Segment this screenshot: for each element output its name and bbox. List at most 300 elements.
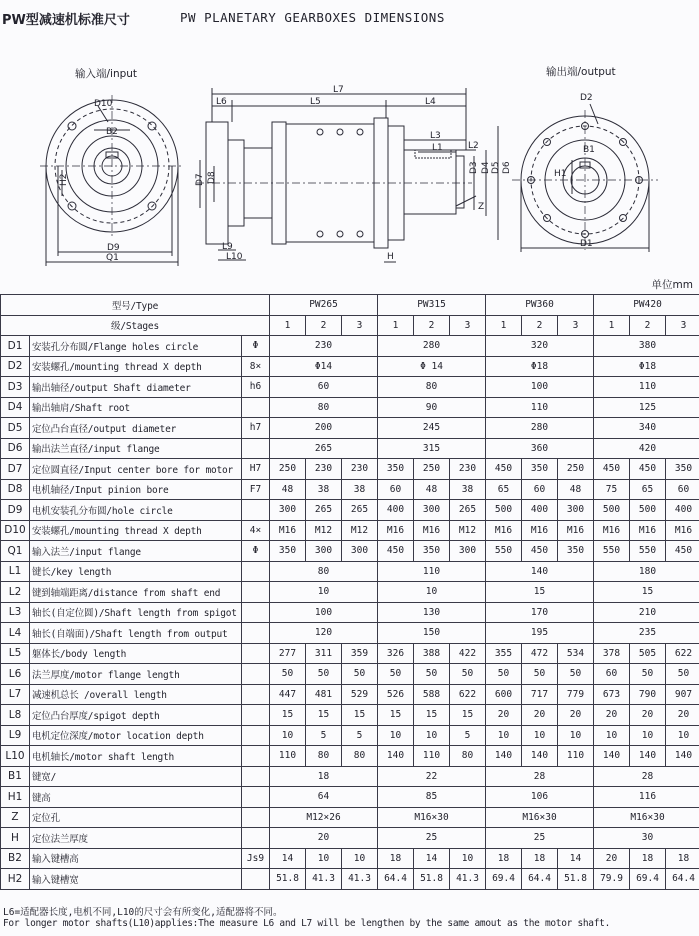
row-tolerance: Φ <box>242 541 270 562</box>
value-cell: 50 <box>666 664 699 685</box>
value-cell: 5 <box>450 725 486 746</box>
value-cell: 64 <box>270 787 378 808</box>
value-cell: 25 <box>486 828 594 849</box>
value-cell: 15 <box>594 582 699 603</box>
value-cell: 20 <box>594 705 630 726</box>
value-cell: 280 <box>486 418 594 439</box>
table-row <box>1 725 699 746</box>
value-cell: 60 <box>666 479 699 500</box>
value-cell: 326 <box>378 643 414 664</box>
value-cell: 15 <box>306 705 342 726</box>
value-cell: 355 <box>486 643 522 664</box>
row-name: 轴长(自定位圆)/Shaft length from spigot <box>30 602 242 623</box>
value-cell: 80 <box>450 746 486 767</box>
value-cell: 300 <box>306 541 342 562</box>
value-cell: 311 <box>306 643 342 664</box>
stage-header: 1 <box>486 315 522 336</box>
dim-d9: D9 <box>107 243 120 253</box>
value-cell: 75 <box>594 479 630 500</box>
value-cell: 380 <box>594 336 699 357</box>
stage-header: 1 <box>594 315 630 336</box>
stage-header: 3 <box>666 315 699 336</box>
row-code: D4 <box>1 397 30 418</box>
table-header-models <box>1 295 699 316</box>
row-tolerance <box>242 705 270 726</box>
dim-z: Z <box>478 202 485 212</box>
value-cell: 80 <box>378 377 486 398</box>
value-cell: 18 <box>522 848 558 869</box>
value-cell: 140 <box>486 561 594 582</box>
value-cell: M16 <box>270 520 306 541</box>
dim-l5: L5 <box>310 97 321 107</box>
value-cell: 529 <box>342 684 378 705</box>
value-cell: M16 <box>666 520 699 541</box>
value-cell: 450 <box>594 459 630 480</box>
row-name: 键高 <box>30 787 242 808</box>
row-tolerance <box>242 725 270 746</box>
page-title-en: PW PLANETARY GEARBOXES DIMENSIONS <box>180 10 445 25</box>
value-cell: M16 <box>486 520 522 541</box>
value-cell: 300 <box>450 541 486 562</box>
row-code: B2 <box>1 848 30 869</box>
row-tolerance <box>242 500 270 521</box>
value-cell: 79.9 <box>594 869 630 890</box>
value-cell: M16×30 <box>594 807 699 828</box>
model-header: PW420 <box>594 295 699 316</box>
table-row <box>1 500 699 521</box>
table-row <box>1 746 699 767</box>
value-cell: 90 <box>378 397 486 418</box>
row-name: 定位孔 <box>30 807 242 828</box>
stage-header: 1 <box>378 315 414 336</box>
output-end-label: 输出端/output <box>546 66 616 78</box>
value-cell: M16 <box>594 520 630 541</box>
value-cell: 10 <box>486 725 522 746</box>
value-cell: 60 <box>594 664 630 685</box>
stage-header: 2 <box>630 315 666 336</box>
value-cell: 28 <box>594 766 699 787</box>
value-cell: 15 <box>450 705 486 726</box>
dim-d1: D1 <box>580 239 593 249</box>
value-cell: 360 <box>486 438 594 459</box>
value-cell: 60 <box>270 377 378 398</box>
value-cell: 195 <box>486 623 594 644</box>
row-code: L5 <box>1 643 30 664</box>
value-cell: 300 <box>342 541 378 562</box>
row-code: D8 <box>1 479 30 500</box>
value-cell: 505 <box>630 643 666 664</box>
value-cell: Φ14 <box>270 356 378 377</box>
value-cell: 10 <box>522 725 558 746</box>
row-tolerance: h6 <box>242 377 270 398</box>
value-cell: 447 <box>270 684 306 705</box>
row-tolerance: Φ <box>242 336 270 357</box>
table-row <box>1 336 699 357</box>
footnote-cn: L6=适配器长度,电机不同,L10的尺寸会有所变化,适配器将不同。 <box>3 907 283 918</box>
value-cell: 315 <box>378 438 486 459</box>
value-cell: 10 <box>270 582 378 603</box>
row-name: 减速机总长 /overall length <box>30 684 242 705</box>
row-tolerance <box>242 684 270 705</box>
value-cell: 5 <box>306 725 342 746</box>
row-code: L1 <box>1 561 30 582</box>
row-code: B1 <box>1 766 30 787</box>
value-cell: 450 <box>378 541 414 562</box>
row-tolerance <box>242 746 270 767</box>
value-cell: 235 <box>594 623 699 644</box>
row-code: L6 <box>1 664 30 685</box>
row-tolerance <box>242 869 270 890</box>
value-cell: M12 <box>342 520 378 541</box>
dim-d10: D10 <box>94 99 113 109</box>
value-cell: 400 <box>666 500 699 521</box>
row-name: 电机定位深度/motor location depth <box>30 725 242 746</box>
table-row <box>1 438 699 459</box>
value-cell: 28 <box>486 766 594 787</box>
value-cell: 250 <box>558 459 594 480</box>
dim-d8: D8 <box>207 171 217 184</box>
table-row <box>1 520 699 541</box>
model-header: PW265 <box>270 295 378 316</box>
dim-d2: D2 <box>580 93 593 103</box>
dim-q1: Q1 <box>106 253 119 263</box>
row-code: H2 <box>1 869 30 890</box>
dim-l3: L3 <box>430 131 441 141</box>
value-cell: 15 <box>270 705 306 726</box>
table-row <box>1 848 699 869</box>
dim-d4: D4 <box>481 161 491 174</box>
value-cell: 64.4 <box>522 869 558 890</box>
row-name: 键到轴端距离/distance from shaft end <box>30 582 242 603</box>
value-cell: 550 <box>486 541 522 562</box>
dim-b2: B2 <box>106 127 118 137</box>
row-tolerance: h7 <box>242 418 270 439</box>
dim-d5: D5 <box>491 161 501 174</box>
table-row <box>1 602 699 623</box>
value-cell: 120 <box>270 623 378 644</box>
value-cell: 200 <box>270 418 378 439</box>
value-cell: 350 <box>522 459 558 480</box>
value-cell: 230 <box>450 459 486 480</box>
table-row <box>1 766 699 787</box>
value-cell: 10 <box>666 725 699 746</box>
value-cell: 41.3 <box>342 869 378 890</box>
value-cell: 65 <box>486 479 522 500</box>
table-row <box>1 356 699 377</box>
row-name: 电机轴径/Input pinion bore <box>30 479 242 500</box>
value-cell: 50 <box>486 664 522 685</box>
value-cell: 116 <box>594 787 699 808</box>
row-code: H1 <box>1 787 30 808</box>
value-cell: 472 <box>522 643 558 664</box>
row-tolerance <box>242 828 270 849</box>
dimensions-table-body <box>1 336 699 890</box>
row-tolerance: H7 <box>242 459 270 480</box>
value-cell: 38 <box>450 479 486 500</box>
value-cell: 20 <box>522 705 558 726</box>
row-tolerance <box>242 602 270 623</box>
value-cell: M16×30 <box>378 807 486 828</box>
value-cell: 38 <box>306 479 342 500</box>
stage-header: 3 <box>342 315 378 336</box>
row-tolerance: F7 <box>242 479 270 500</box>
value-cell: 14 <box>414 848 450 869</box>
value-cell: 300 <box>558 500 594 521</box>
value-cell: 245 <box>378 418 486 439</box>
value-cell: 450 <box>486 459 522 480</box>
value-cell: 378 <box>594 643 630 664</box>
value-cell: 230 <box>342 459 378 480</box>
gearbox-side-view <box>196 88 498 262</box>
value-cell: 350 <box>270 541 306 562</box>
value-cell: 320 <box>486 336 594 357</box>
value-cell: 50 <box>306 664 342 685</box>
value-cell: 80 <box>270 397 378 418</box>
row-name: 键长/key length <box>30 561 242 582</box>
value-cell: 20 <box>630 705 666 726</box>
row-tolerance <box>242 807 270 828</box>
table-row <box>1 684 699 705</box>
row-name: 安装孔分布圆/Flange holes circle <box>30 336 242 357</box>
value-cell: 80 <box>306 746 342 767</box>
dim-d3: D3 <box>469 161 479 174</box>
row-code: D7 <box>1 459 30 480</box>
dim-b1: B1 <box>583 145 595 155</box>
gearbox-technical-drawing <box>0 55 699 270</box>
value-cell: 50 <box>630 664 666 685</box>
value-cell: 534 <box>558 643 594 664</box>
dim-h: H <box>387 252 394 262</box>
value-cell: M16 <box>522 520 558 541</box>
value-cell: 790 <box>630 684 666 705</box>
value-cell: 230 <box>306 459 342 480</box>
value-cell: 280 <box>378 336 486 357</box>
table-row <box>1 561 699 582</box>
value-cell: 51.8 <box>558 869 594 890</box>
value-cell: 481 <box>306 684 342 705</box>
row-name: 输入法兰/input flange <box>30 541 242 562</box>
dim-d7: D7 <box>195 173 205 186</box>
value-cell: 110 <box>558 746 594 767</box>
value-cell: M16 <box>414 520 450 541</box>
row-code: D6 <box>1 438 30 459</box>
stage-header: 1 <box>270 315 306 336</box>
dim-l6: L6 <box>216 97 227 107</box>
value-cell: 300 <box>414 500 450 521</box>
dim-l7: L7 <box>333 85 344 95</box>
value-cell: M16 <box>630 520 666 541</box>
stage-header: 2 <box>306 315 342 336</box>
value-cell: 10 <box>414 725 450 746</box>
value-cell: 51.8 <box>270 869 306 890</box>
value-cell: 600 <box>486 684 522 705</box>
value-cell: 64.4 <box>666 869 699 890</box>
table-row <box>1 418 699 439</box>
value-cell: 50 <box>522 664 558 685</box>
dim-h2: H2 <box>59 173 69 186</box>
row-name: 定位凸台直径/output diameter <box>30 418 242 439</box>
row-tolerance: 8× <box>242 356 270 377</box>
row-code: D2 <box>1 356 30 377</box>
row-tolerance <box>242 766 270 787</box>
value-cell: 22 <box>378 766 486 787</box>
value-cell: 588 <box>414 684 450 705</box>
value-cell: 250 <box>414 459 450 480</box>
value-cell: 400 <box>378 500 414 521</box>
value-cell: 20 <box>666 705 699 726</box>
value-cell: 110 <box>594 377 699 398</box>
stages-header: 级/Stages <box>1 315 270 336</box>
row-code: Q1 <box>1 541 30 562</box>
value-cell: 41.3 <box>306 869 342 890</box>
row-code: L10 <box>1 746 30 767</box>
value-cell: 500 <box>630 500 666 521</box>
value-cell: 450 <box>666 541 699 562</box>
value-cell: 170 <box>486 602 594 623</box>
row-tolerance: Js9 <box>242 848 270 869</box>
table-row <box>1 705 699 726</box>
value-cell: 10 <box>378 725 414 746</box>
value-cell: 20 <box>594 848 630 869</box>
row-name: 电机轴长/motor shaft length <box>30 746 242 767</box>
value-cell: 14 <box>558 848 594 869</box>
row-code: D3 <box>1 377 30 398</box>
model-header: PW315 <box>378 295 486 316</box>
value-cell: 10 <box>342 848 378 869</box>
value-cell: 350 <box>414 541 450 562</box>
page-title-cn: PW型减速机标准尺寸 <box>2 13 130 28</box>
row-tolerance <box>242 664 270 685</box>
value-cell: M16×30 <box>486 807 594 828</box>
row-code: L2 <box>1 582 30 603</box>
value-cell: 140 <box>522 746 558 767</box>
row-code: D5 <box>1 418 30 439</box>
value-cell: 450 <box>630 459 666 480</box>
table-row <box>1 541 699 562</box>
row-code: L7 <box>1 684 30 705</box>
value-cell: 622 <box>450 684 486 705</box>
value-cell: 51.8 <box>414 869 450 890</box>
table-row <box>1 582 699 603</box>
value-cell: 400 <box>522 500 558 521</box>
value-cell: 5 <box>342 725 378 746</box>
table-row <box>1 397 699 418</box>
value-cell: 41.3 <box>450 869 486 890</box>
row-tolerance: 4× <box>242 520 270 541</box>
dim-h1: H1 <box>554 169 567 179</box>
row-name: 安装螺孔/mounting thread X depth <box>30 520 242 541</box>
value-cell: 140 <box>378 746 414 767</box>
value-cell: 50 <box>342 664 378 685</box>
row-name: 输出法兰直径/input flange <box>30 438 242 459</box>
value-cell: 350 <box>666 459 699 480</box>
value-cell: 10 <box>594 725 630 746</box>
value-cell: 422 <box>450 643 486 664</box>
row-tolerance <box>242 623 270 644</box>
row-code: D10 <box>1 520 30 541</box>
value-cell: 15 <box>378 705 414 726</box>
value-cell: 300 <box>270 500 306 521</box>
value-cell: 210 <box>594 602 699 623</box>
footnote-en: For longer motor shafts(L10)applies:The measure L6 and L7 will be lengthen by the same amout as the motor shaft. <box>3 918 610 929</box>
value-cell: 69.4 <box>630 869 666 890</box>
output-flange-view <box>512 104 658 252</box>
value-cell: 140 <box>594 746 630 767</box>
value-cell: 265 <box>342 500 378 521</box>
value-cell: 277 <box>270 643 306 664</box>
value-cell: 18 <box>270 766 378 787</box>
value-cell: 450 <box>522 541 558 562</box>
value-cell: 907 <box>666 684 699 705</box>
value-cell: 10 <box>306 848 342 869</box>
table-row <box>1 828 699 849</box>
value-cell: 140 <box>666 746 699 767</box>
row-code: L8 <box>1 705 30 726</box>
value-cell: 550 <box>630 541 666 562</box>
value-cell: 110 <box>378 561 486 582</box>
value-cell: 60 <box>522 479 558 500</box>
value-cell: 30 <box>594 828 699 849</box>
value-cell: 20 <box>558 705 594 726</box>
dim-d6: D6 <box>502 161 512 174</box>
value-cell: M16 <box>558 520 594 541</box>
value-cell: 230 <box>270 336 378 357</box>
value-cell: 20 <box>486 705 522 726</box>
value-cell: 10 <box>270 725 306 746</box>
value-cell: 15 <box>342 705 378 726</box>
value-cell: 10 <box>378 582 486 603</box>
row-name: 键宽/ <box>30 766 242 787</box>
row-tolerance <box>242 582 270 603</box>
row-name: 输入键槽宽 <box>30 869 242 890</box>
value-cell: Φ18 <box>486 356 594 377</box>
row-code: D1 <box>1 336 30 357</box>
value-cell: 69.4 <box>486 869 522 890</box>
value-cell: 717 <box>522 684 558 705</box>
value-cell: 110 <box>270 746 306 767</box>
value-cell: 18 <box>486 848 522 869</box>
value-cell: 526 <box>378 684 414 705</box>
row-name: 定位法兰厚度 <box>30 828 242 849</box>
value-cell: 500 <box>594 500 630 521</box>
row-name: 电机安装孔分布圆/hole circle <box>30 500 242 521</box>
dim-l4: L4 <box>425 97 436 107</box>
row-name: 安装螺孔/mounting thread X depth <box>30 356 242 377</box>
row-code: L4 <box>1 623 30 644</box>
value-cell: 80 <box>342 746 378 767</box>
row-code: D9 <box>1 500 30 521</box>
table-row <box>1 479 699 500</box>
value-cell: 50 <box>270 664 306 685</box>
value-cell: 48 <box>414 479 450 500</box>
value-cell: 550 <box>594 541 630 562</box>
row-tolerance <box>242 787 270 808</box>
table-row <box>1 623 699 644</box>
row-tolerance <box>242 643 270 664</box>
value-cell: 50 <box>558 664 594 685</box>
row-code: H <box>1 828 30 849</box>
model-header: PW360 <box>486 295 594 316</box>
type-header: 型号/Type <box>1 295 270 316</box>
value-cell: 250 <box>270 459 306 480</box>
value-cell: 265 <box>306 500 342 521</box>
value-cell: 15 <box>486 582 594 603</box>
value-cell: 60 <box>378 479 414 500</box>
value-cell: 106 <box>486 787 594 808</box>
value-cell: Φ18 <box>594 356 699 377</box>
value-cell: 38 <box>342 479 378 500</box>
value-cell: 20 <box>270 828 378 849</box>
